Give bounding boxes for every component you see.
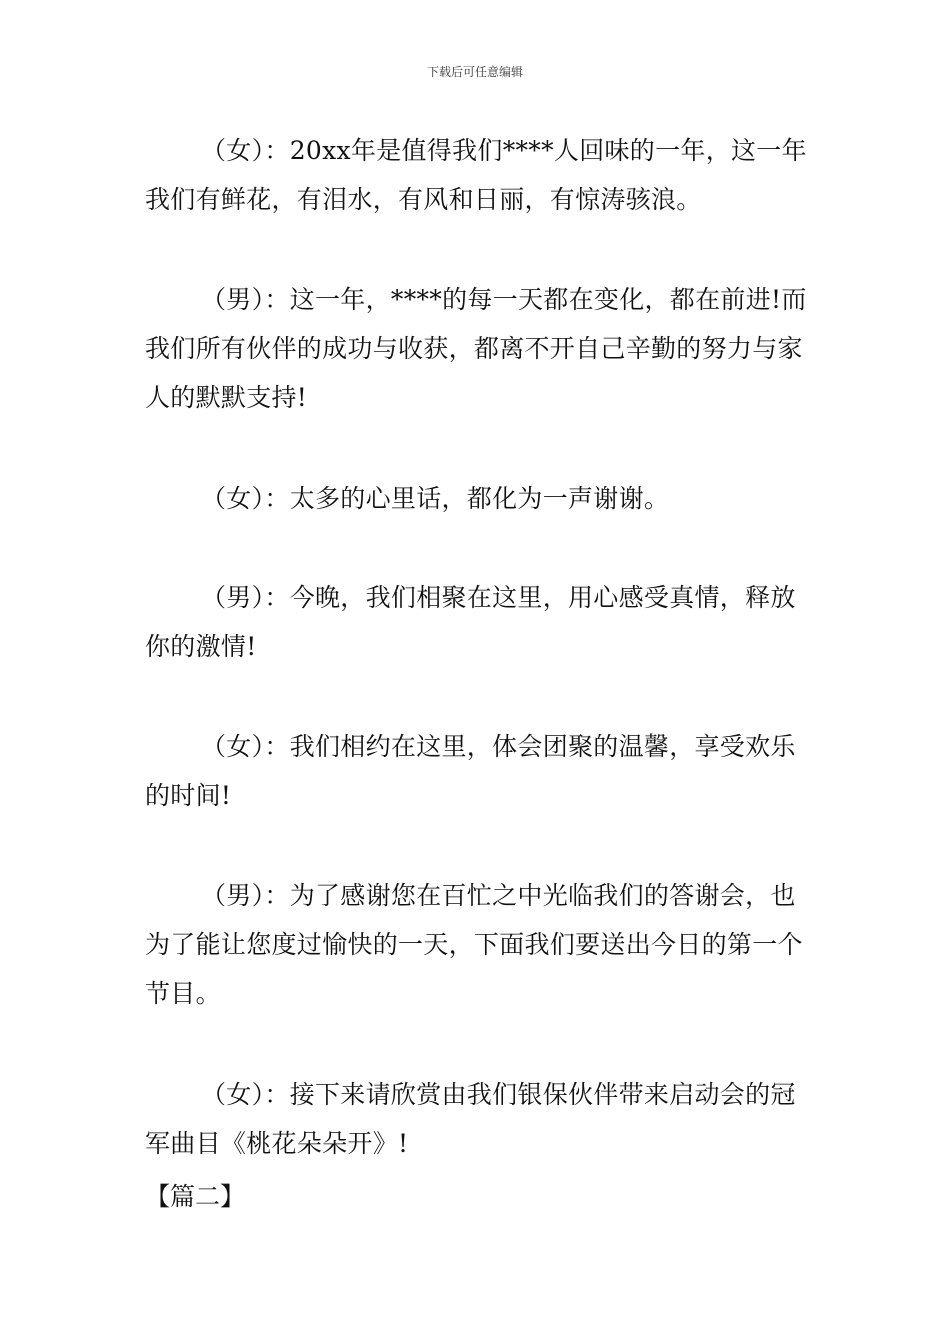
paragraph-1: （女）：20xx年是值得我们****人回味的一年，这一年我们有鲜花，有泪水，有风和日丽，有惊涛骇浪。 <box>145 136 807 214</box>
section-heading: 【篇二】 <box>145 1182 246 1211</box>
paragraph-7: （女）：接下来请欣赏由我们银保伙伴带来启动会的冠军曲目《桃花朵朵开》! <box>145 1080 796 1158</box>
paragraph-5: （女）：我们相约在这里，体会团聚的温馨，享受欢乐的时间! <box>145 732 796 810</box>
paragraph-3: （女）：太多的心里话，都化为一声谢谢。 <box>201 484 670 513</box>
paragraph-4: （男）：今晚，我们相聚在这里，用心感受真情，释放你的激情! <box>145 583 796 661</box>
paragraph-6: （男）：为了感谢您在百忙之中光临我们的答谢会，也为了能让您度过愉快的一天，下面我们要送出今日的第一个节目。 <box>145 881 803 1008</box>
page-header: 下载后可任意编辑 <box>426 65 523 79</box>
paragraph-2: （男）：这一年，****的每一天都在变化，都在前进!而我们所有伙伴的成功与收获，都离不开自己辛勤的努力与家人的默默支持! <box>145 285 807 412</box>
